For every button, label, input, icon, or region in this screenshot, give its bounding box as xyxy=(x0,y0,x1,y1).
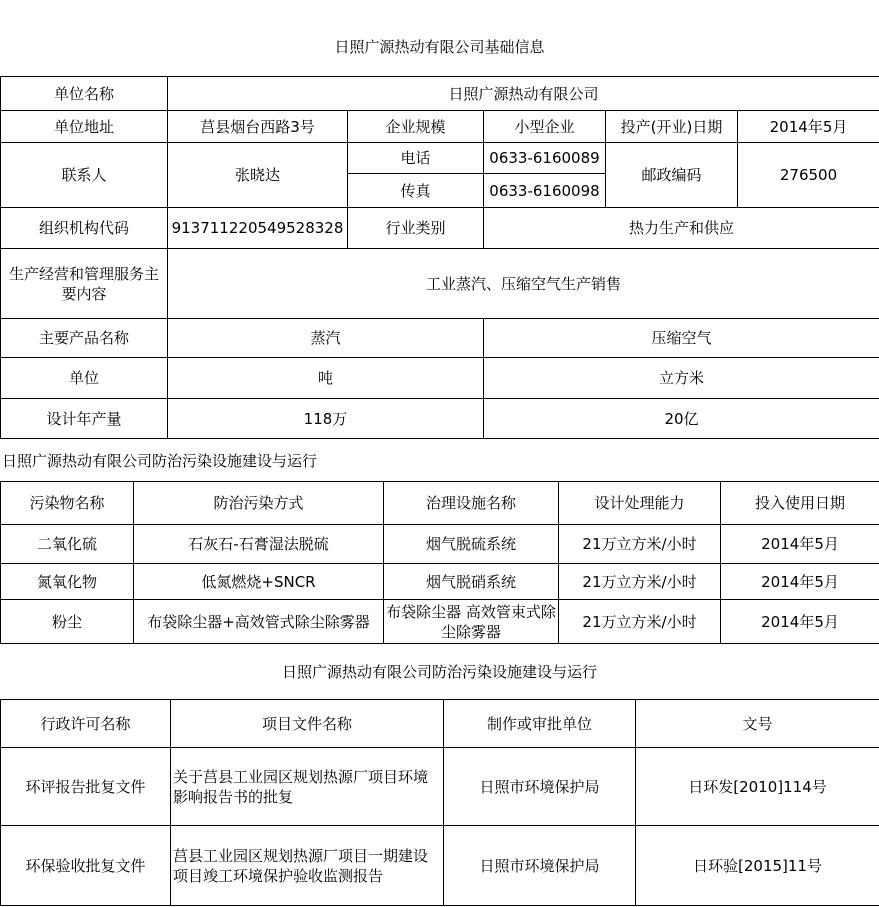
capacity-label: 设计年产量 xyxy=(1,399,168,439)
treatment-method: 石灰石-石膏湿法脱硫 xyxy=(134,525,384,564)
doc-number: 日环验[2015]11号 xyxy=(636,826,879,906)
doc-name: 莒县工业园区规划热源厂项目一期建设项目竣工环境保护验收监测报告 xyxy=(171,826,444,906)
business-scope-value: 工业蒸汽、压缩空气生产销售 xyxy=(168,249,879,319)
treatment-method: 布袋除尘器+高效管式除尘除雾器 xyxy=(134,600,384,644)
fax-value: 0633-6160098 xyxy=(484,174,606,208)
table-row xyxy=(1,826,879,906)
treatment-method: 低氮燃烧+SNCR xyxy=(134,564,384,600)
approver: 日照市环境保护局 xyxy=(444,826,636,906)
table-header-row xyxy=(1,700,879,748)
table-row xyxy=(1,77,879,111)
table-row xyxy=(1,249,879,319)
fax-label: 传真 xyxy=(348,174,484,208)
page-title-basic-info: 日照广源热动有限公司基础信息 xyxy=(334,38,545,56)
pollutant-name: 二氧化硫 xyxy=(1,525,134,564)
table-row xyxy=(1,143,879,174)
unit-steam: 吨 xyxy=(168,358,484,399)
contact-label: 联系人 xyxy=(1,143,168,208)
permit-name: 环保验收批复文件 xyxy=(1,826,171,906)
org-code-value: 913711220549528328 xyxy=(168,208,348,249)
permit-name: 环评报告批复文件 xyxy=(1,748,171,826)
basic-info-table xyxy=(0,76,879,439)
table-row xyxy=(1,111,879,143)
col-header-facility: 治理设施名称 xyxy=(384,482,559,525)
doc-name: 关于莒县工业园区规划热源厂项目环境影响报告书的批复 xyxy=(171,748,444,826)
col-header-use-date: 投入使用日期 xyxy=(721,482,879,525)
business-scope-label: 生产经营和管理服务主要内容 xyxy=(1,249,168,319)
table-row xyxy=(1,564,879,600)
design-capacity: 21万立方米/小时 xyxy=(559,564,721,600)
product-air: 压缩空气 xyxy=(484,319,879,358)
pollutant-name: 氮氧化物 xyxy=(1,564,134,600)
doc-number: 日环发[2010]114号 xyxy=(636,748,879,826)
unit-air: 立方米 xyxy=(484,358,879,399)
table-row xyxy=(1,748,879,826)
section-title-permits: 日照广源热动有限公司防治污染设施建设与运行 xyxy=(281,663,597,681)
col-header-doc-name: 项目文件名称 xyxy=(171,700,444,748)
col-header-permit-name: 行政许可名称 xyxy=(1,700,171,748)
scale-value: 小型企业 xyxy=(484,111,606,143)
facility-name: 烟气脱硫系统 xyxy=(384,525,559,564)
start-date-value: 2014年5月 xyxy=(738,111,879,143)
facility-name: 烟气脱硝系统 xyxy=(384,564,559,600)
col-header-pollutant: 污染物名称 xyxy=(1,482,134,525)
table-row xyxy=(1,319,879,358)
postal-value: 276500 xyxy=(738,143,879,208)
table-row xyxy=(1,600,879,644)
contact-value: 张晓达 xyxy=(168,143,348,208)
table-row xyxy=(1,358,879,399)
phone-label: 电话 xyxy=(348,143,484,174)
address-value: 莒县烟台西路3号 xyxy=(168,111,348,143)
use-date: 2014年5月 xyxy=(721,600,879,644)
postal-label: 邮政编码 xyxy=(606,143,738,208)
design-capacity: 21万立方米/小时 xyxy=(559,600,721,644)
section-title-pollution: 日照广源热动有限公司防治污染设施建设与运行 xyxy=(2,452,318,470)
table-header-row xyxy=(1,482,879,525)
permit-table xyxy=(0,699,879,906)
approver: 日照市环境保护局 xyxy=(444,748,636,826)
phone-value: 0633-6160089 xyxy=(484,143,606,174)
start-date-label: 投产(开业)日期 xyxy=(606,111,738,143)
product-steam: 蒸汽 xyxy=(168,319,484,358)
address-label: 单位地址 xyxy=(1,111,168,143)
design-capacity: 21万立方米/小时 xyxy=(559,525,721,564)
pollutant-name: 粉尘 xyxy=(1,600,134,644)
col-header-approver: 制作或审批单位 xyxy=(444,700,636,748)
main-products-label: 主要产品名称 xyxy=(1,319,168,358)
org-code-label: 组织机构代码 xyxy=(1,208,168,249)
capacity-air: 20亿 xyxy=(484,399,879,439)
industry-label: 行业类别 xyxy=(348,208,484,249)
unit-name-label: 单位名称 xyxy=(1,77,168,111)
facility-name: 布袋除尘器 高效管束式除尘除雾器 xyxy=(384,600,559,644)
col-header-capacity: 设计处理能力 xyxy=(559,482,721,525)
table-row xyxy=(1,525,879,564)
pollution-table xyxy=(0,481,879,644)
table-row xyxy=(1,399,879,439)
unit-name-value: 日照广源热动有限公司 xyxy=(168,77,879,111)
capacity-steam: 118万 xyxy=(168,399,484,439)
use-date: 2014年5月 xyxy=(721,564,879,600)
use-date: 2014年5月 xyxy=(721,525,879,564)
unit-label: 单位 xyxy=(1,358,168,399)
industry-value: 热力生产和供应 xyxy=(484,208,879,249)
table-row xyxy=(1,208,879,249)
scale-label: 企业规模 xyxy=(348,111,484,143)
col-header-doc-number: 文号 xyxy=(636,700,879,748)
col-header-method: 防治污染方式 xyxy=(134,482,384,525)
